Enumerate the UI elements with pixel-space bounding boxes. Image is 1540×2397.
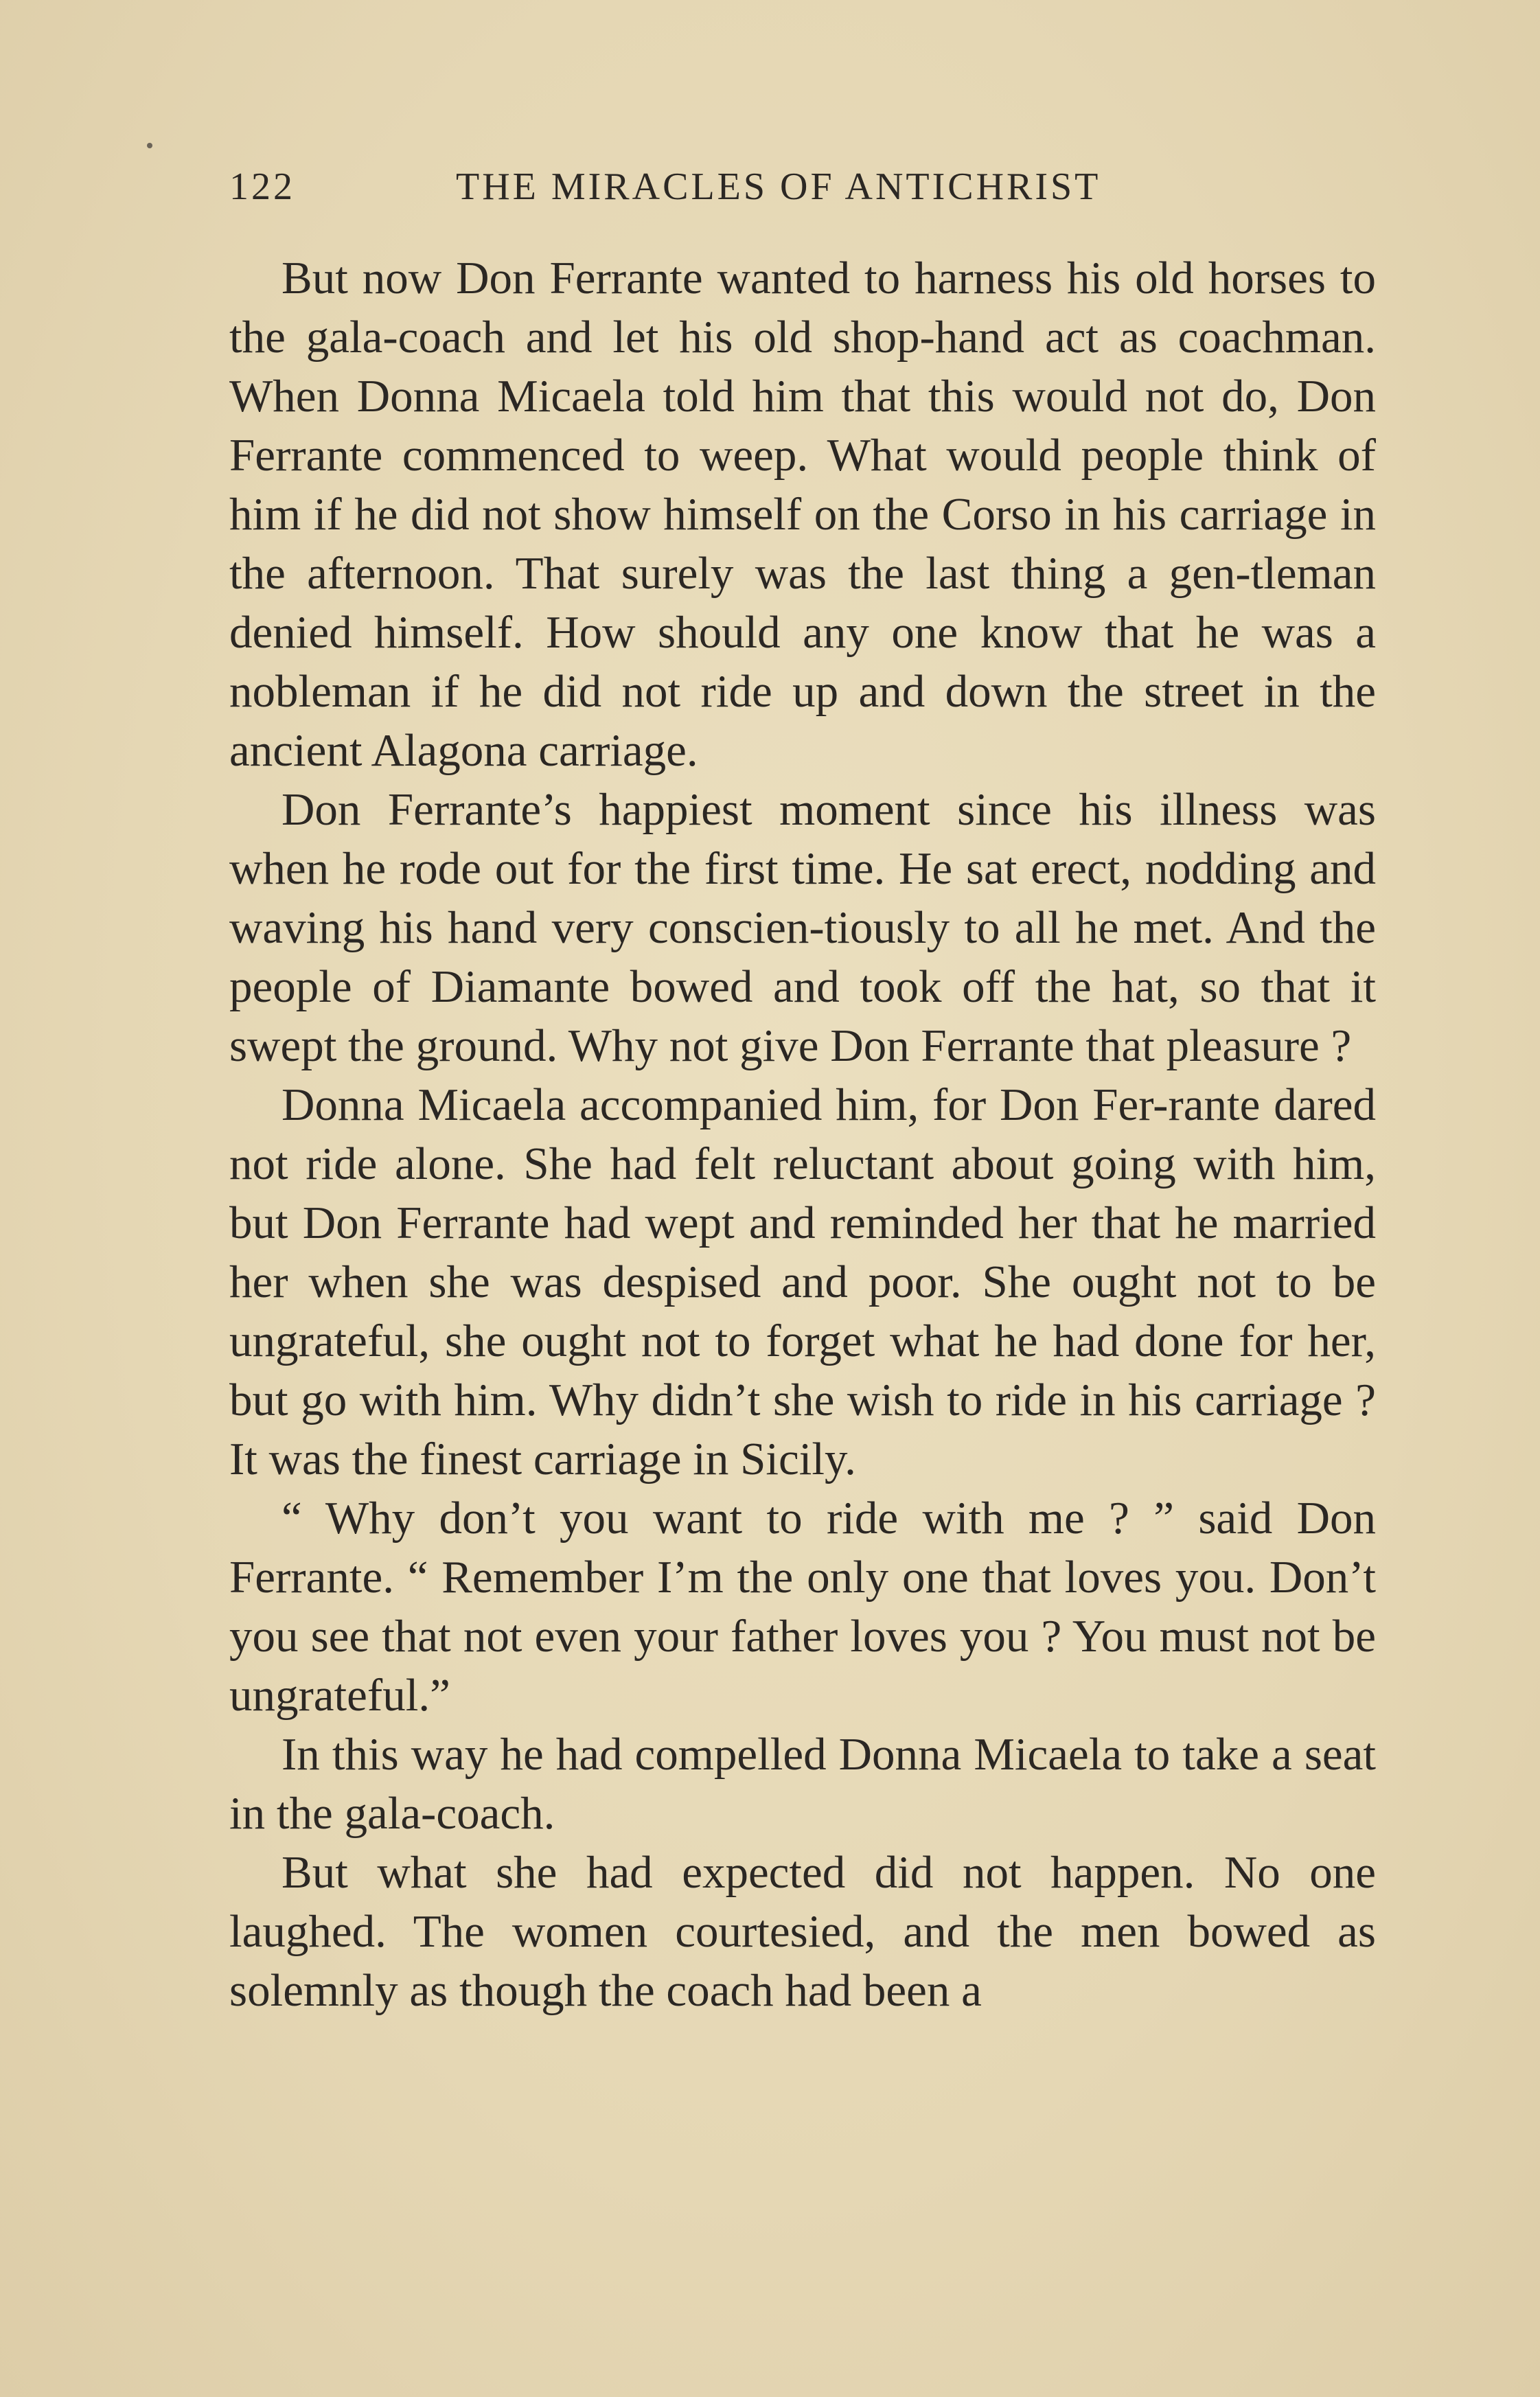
- paragraph: Donna Micaela accompanied him, for Don Fer-rante dared not ride alone. She had felt reluctant about going with him, but Don Ferrante had wept and reminded her that he married her when she was despised and poor. She ought not to be ungrateful, she ought not to forget what he had done for her, but go with him. Why didn’t she wish to ride in his carriage ? It was the finest carriage in Sicily.: [229, 1079, 1376, 1484]
- paragraph: Don Ferrante’s happiest moment since his illness was when he rode out for the first time. He sat erect, nodding and waving his hand very conscien-tiously to all he met. And the people of Diamante bowed and took off the hat, so that it swept the ground. Why not give Don Ferrante that pleasure ?: [229, 784, 1376, 1071]
- page-header: [229, 165, 1369, 213]
- paragraph: But what she had expected did not happen. No one laughed. The women courtesied, and the men bowed as solemnly as though the coach had been a: [229, 1847, 1376, 2016]
- paragraph: In this way he had compelled Donna Micaela to take a seat in the gala-coach.: [229, 1729, 1376, 1839]
- page-number: 122: [229, 165, 295, 208]
- running-title: THE MIRACLES OF ANTICHRIST: [456, 165, 1101, 208]
- paragraph: But now Don Ferrante wanted to harness his old horses to the gala-coach and let his old shop-hand act as coachman. When Donna Micaela told him that this would not do, Don Ferrante commenced to weep. What would people think of him if he did not show himself on the Corso in his carriage in the afternoon. That surely was the last thing a gen-tleman denied himself. How should any one know that he was a nobleman if he did not ride up and down the street in the ancient Alagona carriage.: [229, 253, 1376, 776]
- ink-speck: [147, 143, 152, 148]
- paragraph: “ Why don’t you want to ride with me ? ” said Don Ferrante. “ Remember I’m the only one that loves you. Don’t you see that not even your father loves you ? You must not be ungrateful.”: [229, 1493, 1376, 1721]
- body-text: [229, 249, 1376, 2020]
